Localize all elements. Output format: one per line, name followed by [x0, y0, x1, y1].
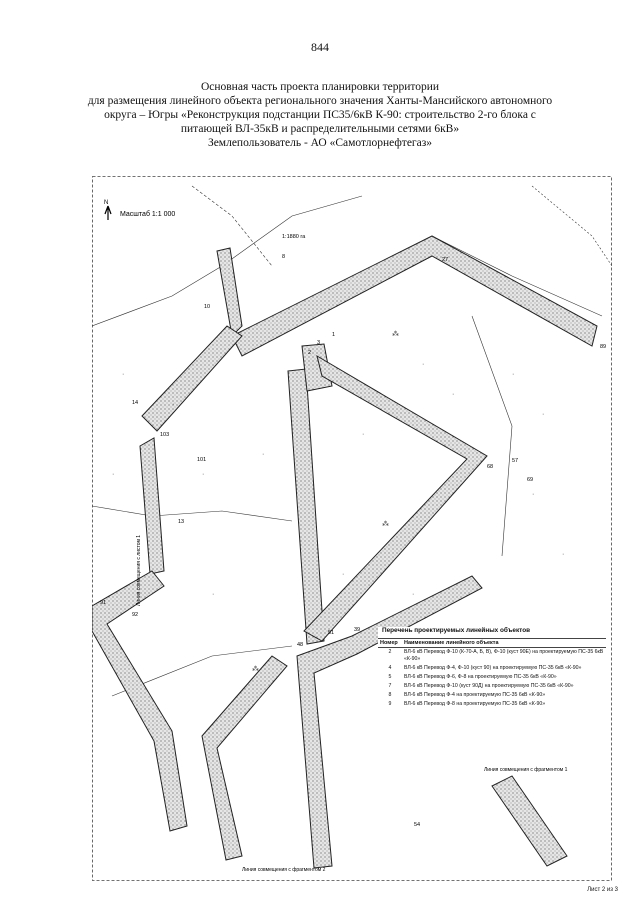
corridor-center-vertical	[288, 369, 324, 644]
point-label: 10	[204, 304, 211, 310]
point-label: 68	[487, 464, 494, 470]
title-line: для размещения линейного объекта регионального значения Ханты-Мансийского автономного	[87, 95, 553, 107]
legend-row	[378, 700, 606, 709]
point-label: 1	[332, 332, 336, 338]
legend-table	[378, 627, 610, 709]
north-arrow-icon	[104, 200, 111, 220]
legend-row	[378, 682, 606, 691]
point-label: 54	[414, 822, 421, 828]
title-line: питающей ВЛ-35кВ и распределительными сетями 6кВ»	[180, 123, 460, 135]
svg-text:·: ·	[512, 371, 515, 378]
svg-text:·: ·	[542, 411, 545, 418]
svg-text:⁂: ⁂	[252, 666, 259, 673]
title-line: Основная часть проекта планировки территории	[200, 81, 440, 93]
svg-text:⁂: ⁂	[382, 521, 389, 528]
point-label: 3	[317, 340, 321, 346]
point-label: 69	[527, 477, 534, 483]
legend-row-number: 4	[388, 665, 392, 671]
svg-text:·: ·	[342, 571, 345, 578]
legend-row	[378, 664, 606, 673]
legend-row-name: ВЛ-6 кВ Перевод Ф-4 на проектируемую ПС-35 6кВ «К-90»	[404, 692, 546, 698]
svg-text:·: ·	[452, 391, 455, 398]
corridor-fragment-right	[492, 776, 567, 866]
corridor-west-branch	[142, 326, 242, 431]
match-line-right: Линия совмещения с фрагментом 1	[484, 767, 568, 773]
corridor-upper-diagonal	[232, 236, 597, 356]
svg-text:·: ·	[202, 471, 205, 478]
point-label: 48	[297, 642, 304, 648]
point-label: 51	[328, 630, 335, 636]
svg-text:·: ·	[112, 471, 115, 478]
point-label: 27	[442, 257, 449, 263]
block-label: 1:1880 га	[282, 234, 306, 240]
legend-row	[378, 673, 606, 682]
corridor-southwest	[92, 571, 187, 831]
point-label: 57	[512, 458, 519, 464]
legend-row-name: ВЛ-6 кВ Перевод Ф-6, Ф-8 на проектируемую ПС-35 6кВ «К-90»	[404, 674, 557, 680]
legend-row-name: ВЛ-6 кВ Перевод Ф-8 на проектируемую ПС-35 6кВ «К-90»	[404, 701, 546, 707]
svg-text:·: ·	[362, 431, 365, 438]
corridor-left-vertical	[140, 438, 164, 574]
point-labels	[100, 254, 606, 828]
legend-row-name: ВЛ-6 кВ Перевод Ф-10 (К-70-А, Б, В), Ф-10 (куст 90Е) на проектируемую ПС-35 6кВ «К-90»	[404, 649, 604, 662]
svg-text:·: ·	[122, 371, 125, 378]
point-label: 91	[100, 600, 107, 606]
legend-row-number: 8	[388, 692, 392, 698]
legend-row	[378, 648, 606, 665]
svg-text:·: ·	[212, 591, 215, 598]
svg-text:·: ·	[262, 451, 265, 458]
point-label: 103	[160, 432, 170, 438]
match-line-left: Линия совмещения с листом 1	[136, 534, 142, 606]
boundary-lines	[92, 186, 612, 696]
page-number: 844	[311, 40, 329, 54]
corridor-north-branch	[217, 248, 242, 336]
svg-text:·: ·	[562, 551, 565, 558]
title-line: Землепользователь - АО «Самотлорнефтегаз»	[207, 137, 433, 149]
corridors	[92, 236, 597, 868]
sheet-number: Лист 2 из 3	[587, 887, 618, 893]
map-scale: Масштаб 1:1 000	[120, 211, 176, 218]
legend-col-name: Наименование линейного объекта	[402, 639, 606, 648]
legend-row-number: 2	[388, 649, 392, 655]
svg-text:N: N	[104, 200, 109, 206]
corridor-lower-left	[202, 656, 287, 860]
legend-title: Перечень проектируемых линейных объектов	[382, 627, 531, 634]
svg-text:⁂: ⁂	[392, 331, 399, 338]
legend-col-number: Номер	[378, 639, 402, 648]
svg-text:·: ·	[412, 591, 415, 598]
point-label: 89	[600, 344, 607, 350]
point-label: 14	[132, 400, 139, 406]
legend-row-name: ВЛ-6 кВ Перевод Ф-4, Ф-10 (куст 90) на проектируемую ПС-35 6кВ «К-90»	[404, 665, 582, 671]
svg-text:·: ·	[172, 401, 175, 408]
document-title	[60, 80, 580, 150]
match-line-bottom: Линия совмещения с фрагментом 2	[242, 867, 326, 873]
point-label: 101	[197, 457, 207, 463]
legend-row	[378, 691, 606, 700]
legend-row-number: 5	[388, 674, 392, 680]
point-label: 39	[354, 627, 361, 633]
legend-row-name: ВЛ-6 кВ Перевод Ф-10 (куст 90Д) на проектируемую ПС-35 6кВ «К-90»	[404, 683, 574, 689]
svg-text:·: ·	[422, 361, 425, 368]
point-label: 2	[308, 350, 312, 356]
legend-row-number: 9	[388, 701, 392, 707]
title-line: округа – Югры «Реконструкция подстанции ПС35/6кВ К-90: строительство 2-го блока с	[104, 109, 536, 121]
point-label: 8	[282, 254, 286, 260]
point-label: 13	[178, 519, 185, 525]
planning-map	[92, 176, 612, 881]
point-label: 92	[132, 612, 139, 618]
svg-text:·: ·	[532, 491, 535, 498]
legend-row-number: 7	[388, 683, 392, 689]
